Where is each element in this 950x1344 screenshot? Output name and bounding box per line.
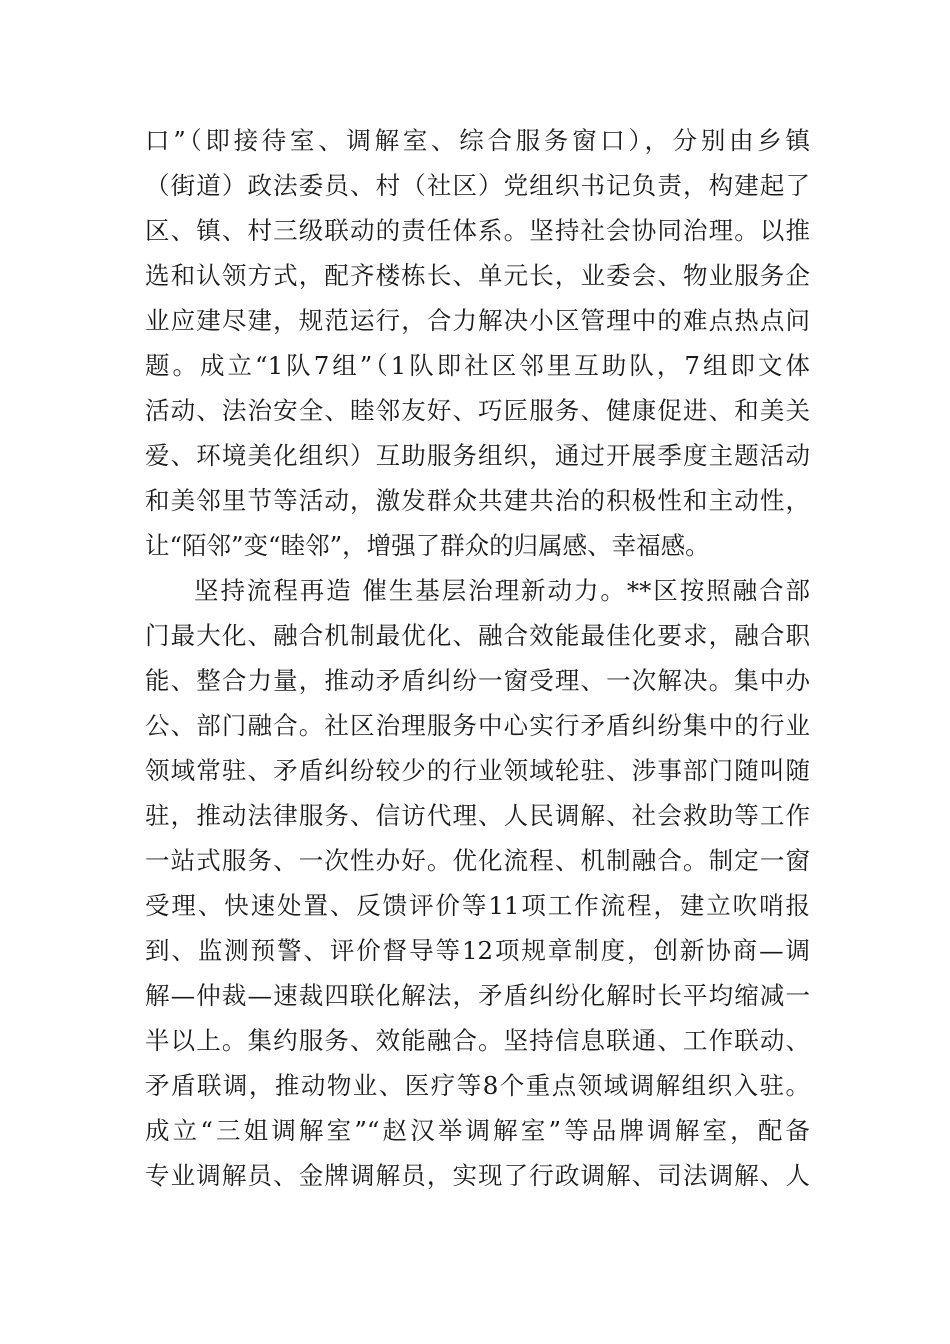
- text-line: 驻，推动法律服务、信访代理、人民调解、社会救助等工作: [145, 801, 810, 830]
- text-line: 口”（即接待室、调解室、综合服务窗口），分别由乡镇: [145, 126, 810, 155]
- text-line: 解—仲裁—速裁四联化解法，矛盾纠纷化解时长平均缩减一: [145, 981, 810, 1010]
- text-line: 活动、法治安全、睦邻友好、巧匠服务、健康促进、和美关: [145, 396, 810, 425]
- text-line: 成立“三姐调解室”“赵汉举调解室”等品牌调解室，配备: [145, 1116, 810, 1145]
- text-line: 题。成立“1队7组”（1队即社区邻里互助队，7组即文体: [145, 351, 810, 380]
- text-line: 受理、快速处置、反馈评价等11项工作流程，建立吹哨报: [145, 891, 810, 920]
- text-line: （街道）政法委员、村（社区）党组织书记负责，构建起了: [145, 171, 810, 200]
- text-line: 门最大化、融合机制最优化、融合效能最佳化要求，融合职: [145, 621, 810, 650]
- text-line: 爱、环境美化组织）互助服务组织，通过开展季度主题活动: [145, 441, 810, 470]
- text-line: 区、镇、村三级联动的责任体系。坚持社会协同治理。以推: [145, 216, 810, 245]
- text-line: 能、整合力量，推动矛盾纠纷一窗受理、一次解决。集中办: [145, 666, 810, 695]
- paragraph-heading-line: 坚持流程再造 催生基层治理新动力。**区按照融合部: [194, 576, 810, 605]
- text-line: 选和认领方式，配齐楼栋长、单元长，业委会、物业服务企: [145, 261, 810, 290]
- body-text: [145, 118, 810, 1198]
- text-line: 到、监测预警、评价督导等12项规章制度，创新协商—调: [145, 936, 810, 965]
- text-line: 公、部门融合。社区治理服务中心实行矛盾纠纷集中的行业: [145, 711, 810, 740]
- text-line: 业应建尽建，规范运行，合力解决小区管理中的难点热点问: [145, 306, 810, 335]
- paragraph-end-line: 让“陌邻”变“睦邻”，增强了群众的归属感、幸福感。: [145, 531, 710, 560]
- text-line: 和美邻里节等活动，激发群众共建共治的积极性和主动性，: [145, 486, 810, 515]
- text-line: 一站式服务、一次性办好。优化流程、机制融合。制定一窗: [145, 846, 810, 875]
- text-line: 领域常驻、矛盾纠纷较少的行业领域轮驻、涉事部门随叫随: [145, 756, 810, 785]
- text-line: 半以上。集约服务、效能融合。坚持信息联通、工作联动、: [145, 1026, 810, 1055]
- text-line: 矛盾联调，推动物业、医疗等8个重点领域调解组织入驻。: [145, 1071, 810, 1100]
- text-line: 专业调解员、金牌调解员，实现了行政调解、司法调解、人: [145, 1161, 810, 1190]
